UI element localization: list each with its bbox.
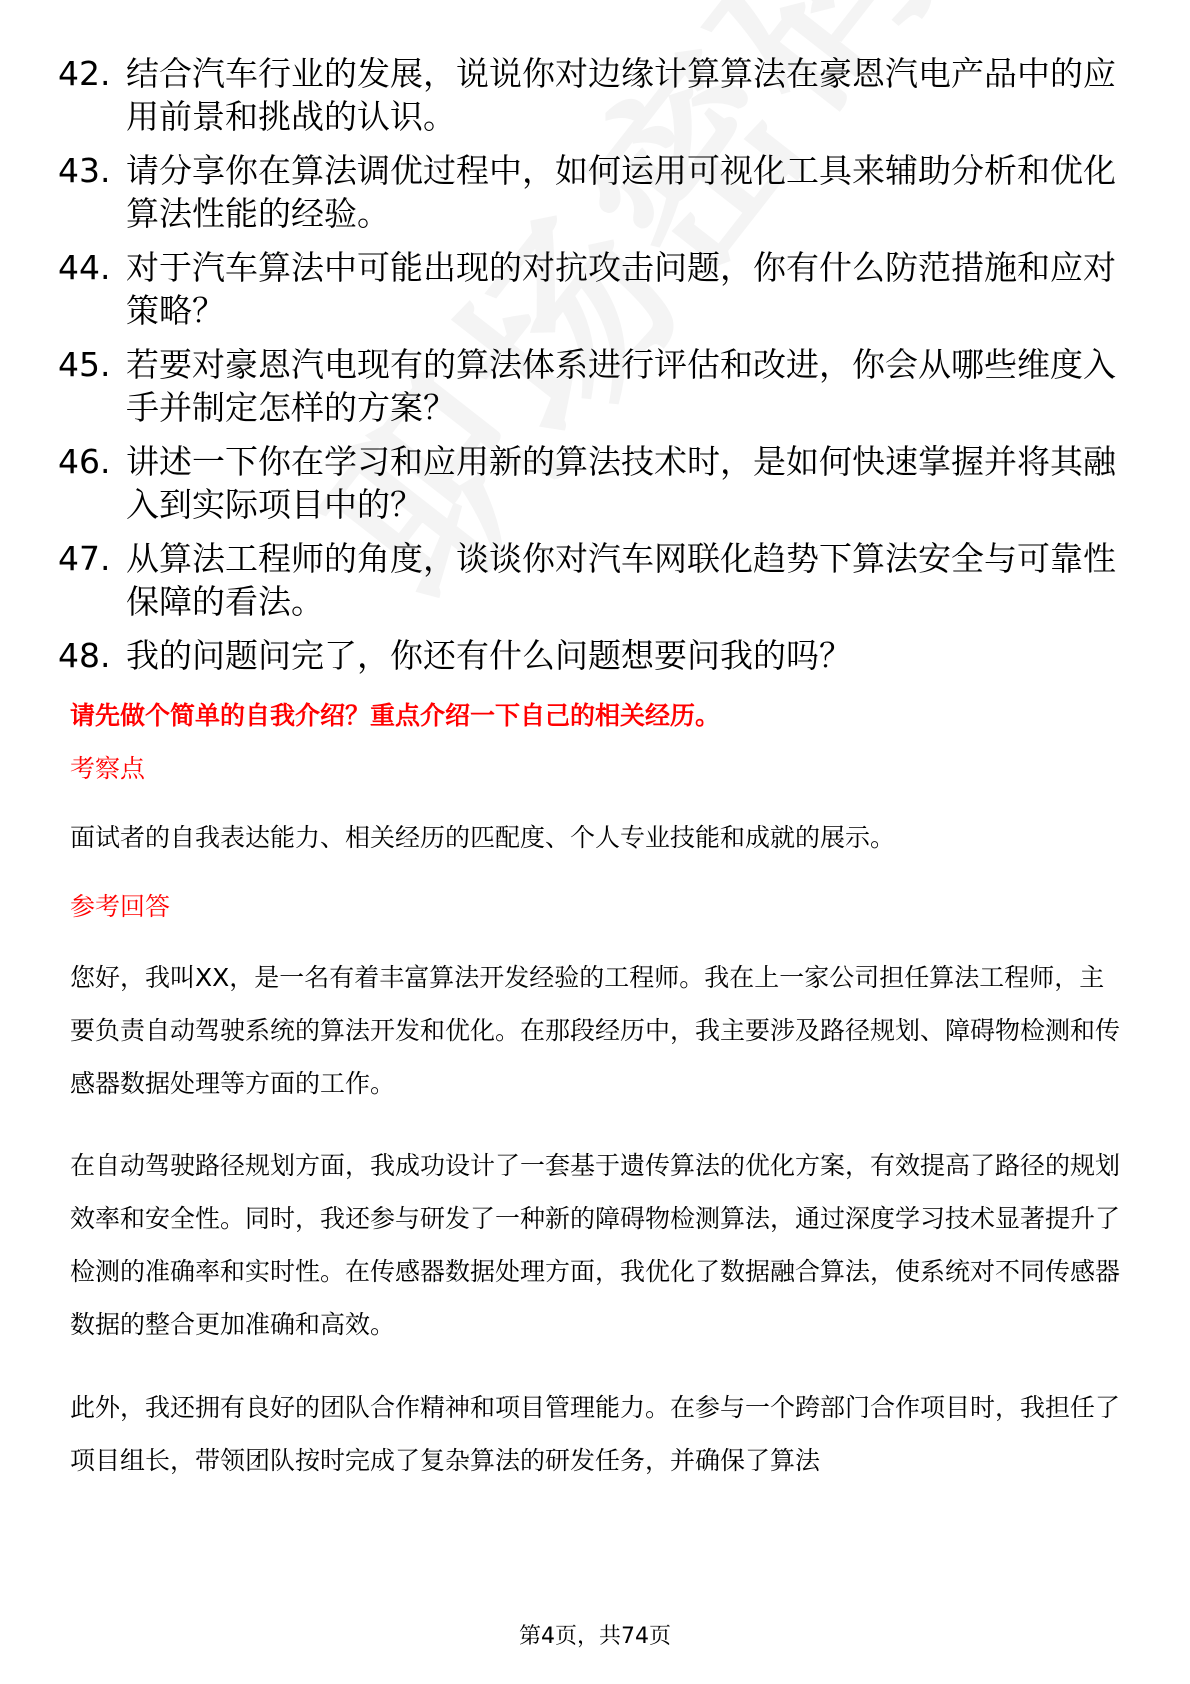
question-number: 45. [58,345,111,384]
question-text: 讲述一下你在学习和应用新的算法技术时，是如何快速掌握并将其融入到实际项目中的？ [126,442,1116,524]
assessment-text: 面试者的自我表达能力、相关经历的匹配度、个人专业技能和成就的展示。 [70,823,896,852]
question-item [58,52,1138,138]
question-text: 从算法工程师的角度，谈谈你对汽车网联化趋势下算法安全与可靠性保障的看法。 [126,539,1116,621]
question-number: 42. [58,54,111,93]
question-item [58,343,1138,429]
assessment-heading: 考察点 [70,754,146,783]
answer-paragraph: 您好，我叫XX，是一名有着丰富算法开发经验的工程师。我在上一家公司担任算法工程师，主要负责自动驾驶系统的算法开发和优化。在那段经历中，我主要涉及路径规划、障碍物检测和传感器数据处理等方面的工作。 [70,963,1121,1098]
question-text: 结合汽车行业的发展，说说你对边缘计算算法在豪恩汽电产品中的应用前景和挑战的认识。 [126,54,1116,136]
question-number: 43. [58,151,111,190]
answer-paragraph: 在自动驾驶路径规划方面，我成功设计了一套基于遗传算法的优化方案，有效提高了路径的规划效率和安全性。同时，我还参与研发了一种新的障碍物检测算法，通过深度学习技术显著提升了检测的准确率和实时性。在传感器数据处理方面，我优化了数据融合算法，使系统对不同传感器数据的整合更加准确和高效。 [70,1151,1121,1339]
question-list [58,52,1138,688]
question-item [58,634,1138,677]
answer-paragraph: 此外，我还拥有良好的团队合作精神和项目管理能力。在参与一个跨部门合作项目时，我担任了项目组长，带领团队按时完成了复杂算法的研发任务，并确保了算法 [70,1393,1121,1475]
question-text: 我的问题问完了，你还有什么问题想要问我的吗？ [126,636,852,675]
reference-heading: 参考回答 [70,892,171,921]
question-number: 44. [58,248,111,287]
question-item [58,246,1138,332]
question-text: 若要对豪恩汽电现有的算法体系进行评估和改进，你会从哪些维度入手并制定怎样的方案？ [126,345,1116,427]
question-number: 46. [58,442,111,481]
page-footer: 第4页，共74页 [519,1624,671,1649]
question-item [58,149,1138,235]
interview-question-title: 请先做个简单的自我介绍？重点介绍一下自己的相关经历。 [70,701,721,730]
question-text: 请分享你在算法调优过程中，如何运用可视化工具来辅助分析和优化算法性能的经验。 [126,151,1116,233]
question-item [58,440,1138,526]
question-item [58,537,1138,623]
question-number: 48. [58,636,111,675]
question-text: 对于汽车算法中可能出现的对抗攻击问题，你有什么防范措施和应对策略？ [126,248,1116,330]
question-number: 47. [58,539,111,578]
